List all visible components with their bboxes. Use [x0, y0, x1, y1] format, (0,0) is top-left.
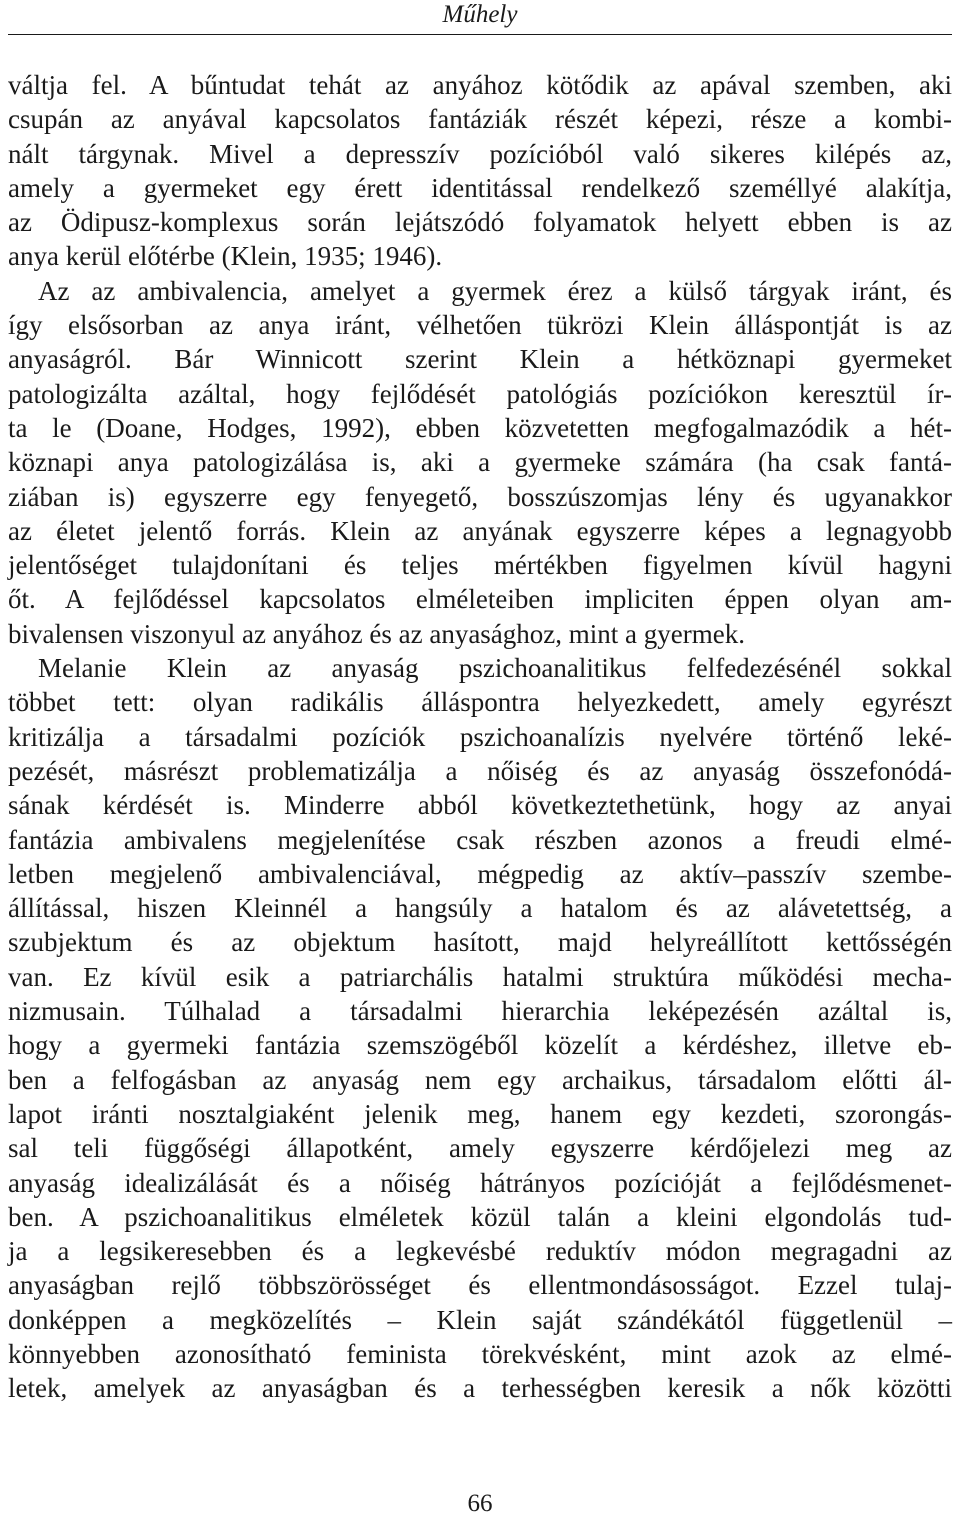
- page-number: 66: [467, 1490, 493, 1517]
- text-line: köznapi anya patologizálása is, aki a gyermeke számára (ha csak fantá-: [8, 447, 952, 478]
- text-line: többet tett: olyan radikális álláspontra helyezkedett, amely egyrészt: [8, 687, 952, 718]
- text-line: az életet jelentő forrás. Klein az anyának egyszerre képes a legnagyobb: [8, 515, 952, 546]
- text-line: nizmusain. Túlhalad a társadalmi hierarchia leképezésén azáltal is,: [8, 996, 952, 1027]
- text-line: állítással, hiszen Kleinnél a hangsúly a hatalom és az alávetettség, a: [8, 893, 952, 924]
- text-line: csupán az anyával kapcsolatos fantáziák részét képezi, része a kombi-: [8, 104, 952, 135]
- text-line: fantázia ambivalens megjelenítése csak részben azonos a freudi elmé-: [8, 824, 952, 855]
- text-line: ziában is) egyszerre egy fenyegető, bosszúszomjas lény és ugyanakkor: [8, 481, 952, 512]
- text-line: kritizálja a társadalmi pozíciók pszichoanalízis nyelvére történő leké-: [8, 721, 952, 752]
- text-line: amely a gyermeket egy érett identitással rendelkező személlyé alakítja,: [8, 172, 952, 203]
- text-line: könnyebben azonosítható feminista törekvésként, mint azok az elmé-: [8, 1338, 952, 1369]
- text-line: szubjektum és az objektum hasított, majd helyreállított kettősségén: [8, 927, 952, 958]
- text-line: ben. A pszichoanalitikus elméletek közül talán a kleini elgondolás tud-: [8, 1201, 952, 1232]
- text-line: sának kérdését is. Minderre abból következtethetünk, hogy az anyai: [8, 790, 952, 821]
- text-line: letek, amelyek az anyaságban és a terhességben keresik a nők közötti: [8, 1373, 952, 1404]
- text-line: váltja fel. A bűntudat tehát az anyához kötődik az apával szemben, aki: [8, 70, 952, 100]
- text-line: Az az ambivalencia, amelyet a gyermek érez a külső tárgyak iránt, és: [38, 275, 952, 306]
- text-line: hogy a gyermeki fantázia szemszögéből közelít a kérdéshez, illetve eb-: [8, 1030, 952, 1061]
- text-line: sal teli függőségi állapotként, amely egyszerre kérdőjelezi meg az: [8, 1133, 952, 1164]
- text-line: van. Ez kívül esik a patriarchális hatalmi struktúra működési mecha-: [8, 961, 952, 992]
- body-text: [8, 68, 952, 1406]
- section-title: Műhely: [442, 1, 518, 28]
- text-line: jelentőséget tulajdonítani és teljes mértékben figyelmen kívül hagyni: [8, 550, 952, 581]
- text-line: letben megjelenő ambivalenciával, mégpedig az aktív–passzív szembe-: [8, 858, 952, 889]
- text-line: Melanie Klein az anyaság pszichoanalitikus felfedezésénél sokkal: [38, 653, 952, 684]
- text-line: ja a legsikeresebben és a legkevésbé reduktív módon megragadni az: [8, 1236, 952, 1267]
- text-line: anyaságban rejlő többszörösséget és ellentmondásosságot. Ezzel tulaj-: [8, 1270, 952, 1301]
- text-line: anya kerül előtérbe (Klein, 1935; 1946).: [8, 241, 443, 272]
- text-line: pezését, másrészt problematizálja a nőiség és az anyaság összefonódá-: [8, 755, 952, 786]
- text-line: lapot iránti nosztalgiaként jelenik meg, hanem egy kezdeti, szorongás-: [8, 1098, 952, 1129]
- text-line: patologizálta azáltal, hogy fejlődését patológiás pozíciókon keresztül ír-: [8, 378, 952, 409]
- text-line: nált tárgynak. Mivel a depresszív pozícióból való sikeres kilépés az,: [8, 138, 952, 169]
- text-line: az Ödipusz-komplexus során lejátszódó folyamatok helyett ebben is az: [8, 207, 952, 238]
- text-line: donképpen a megközelítés – Klein saját szándékától függetlenül –: [8, 1304, 952, 1335]
- text-line: anyaságról. Bár Winnicott szerint Klein a hétköznapi gyermeket: [8, 344, 952, 375]
- text-line: ta le (Doane, Hodges, 1992), ebben közvetetten megfogalmazódik a hét-: [8, 412, 952, 443]
- text-line: így elsősorban az anya iránt, vélhetően tükrözi Klein álláspontját is az: [8, 310, 952, 341]
- running-head: [8, 0, 952, 35]
- text-line: bivalensen viszonyul az anyához és az anyasághoz, mint a gyermek.: [8, 618, 745, 649]
- text-line: őt. A fejlődéssel kapcsolatos elméleteiben impliciten éppen olyan am-: [8, 584, 952, 615]
- text-line: anyaság idealizálását és a nőiség hátrányos pozícióját a fejlődésmenet-: [8, 1167, 952, 1198]
- text-line: ben a felfogásban az anyaság nem egy archaikus, társadalom előtti ál-: [8, 1064, 952, 1095]
